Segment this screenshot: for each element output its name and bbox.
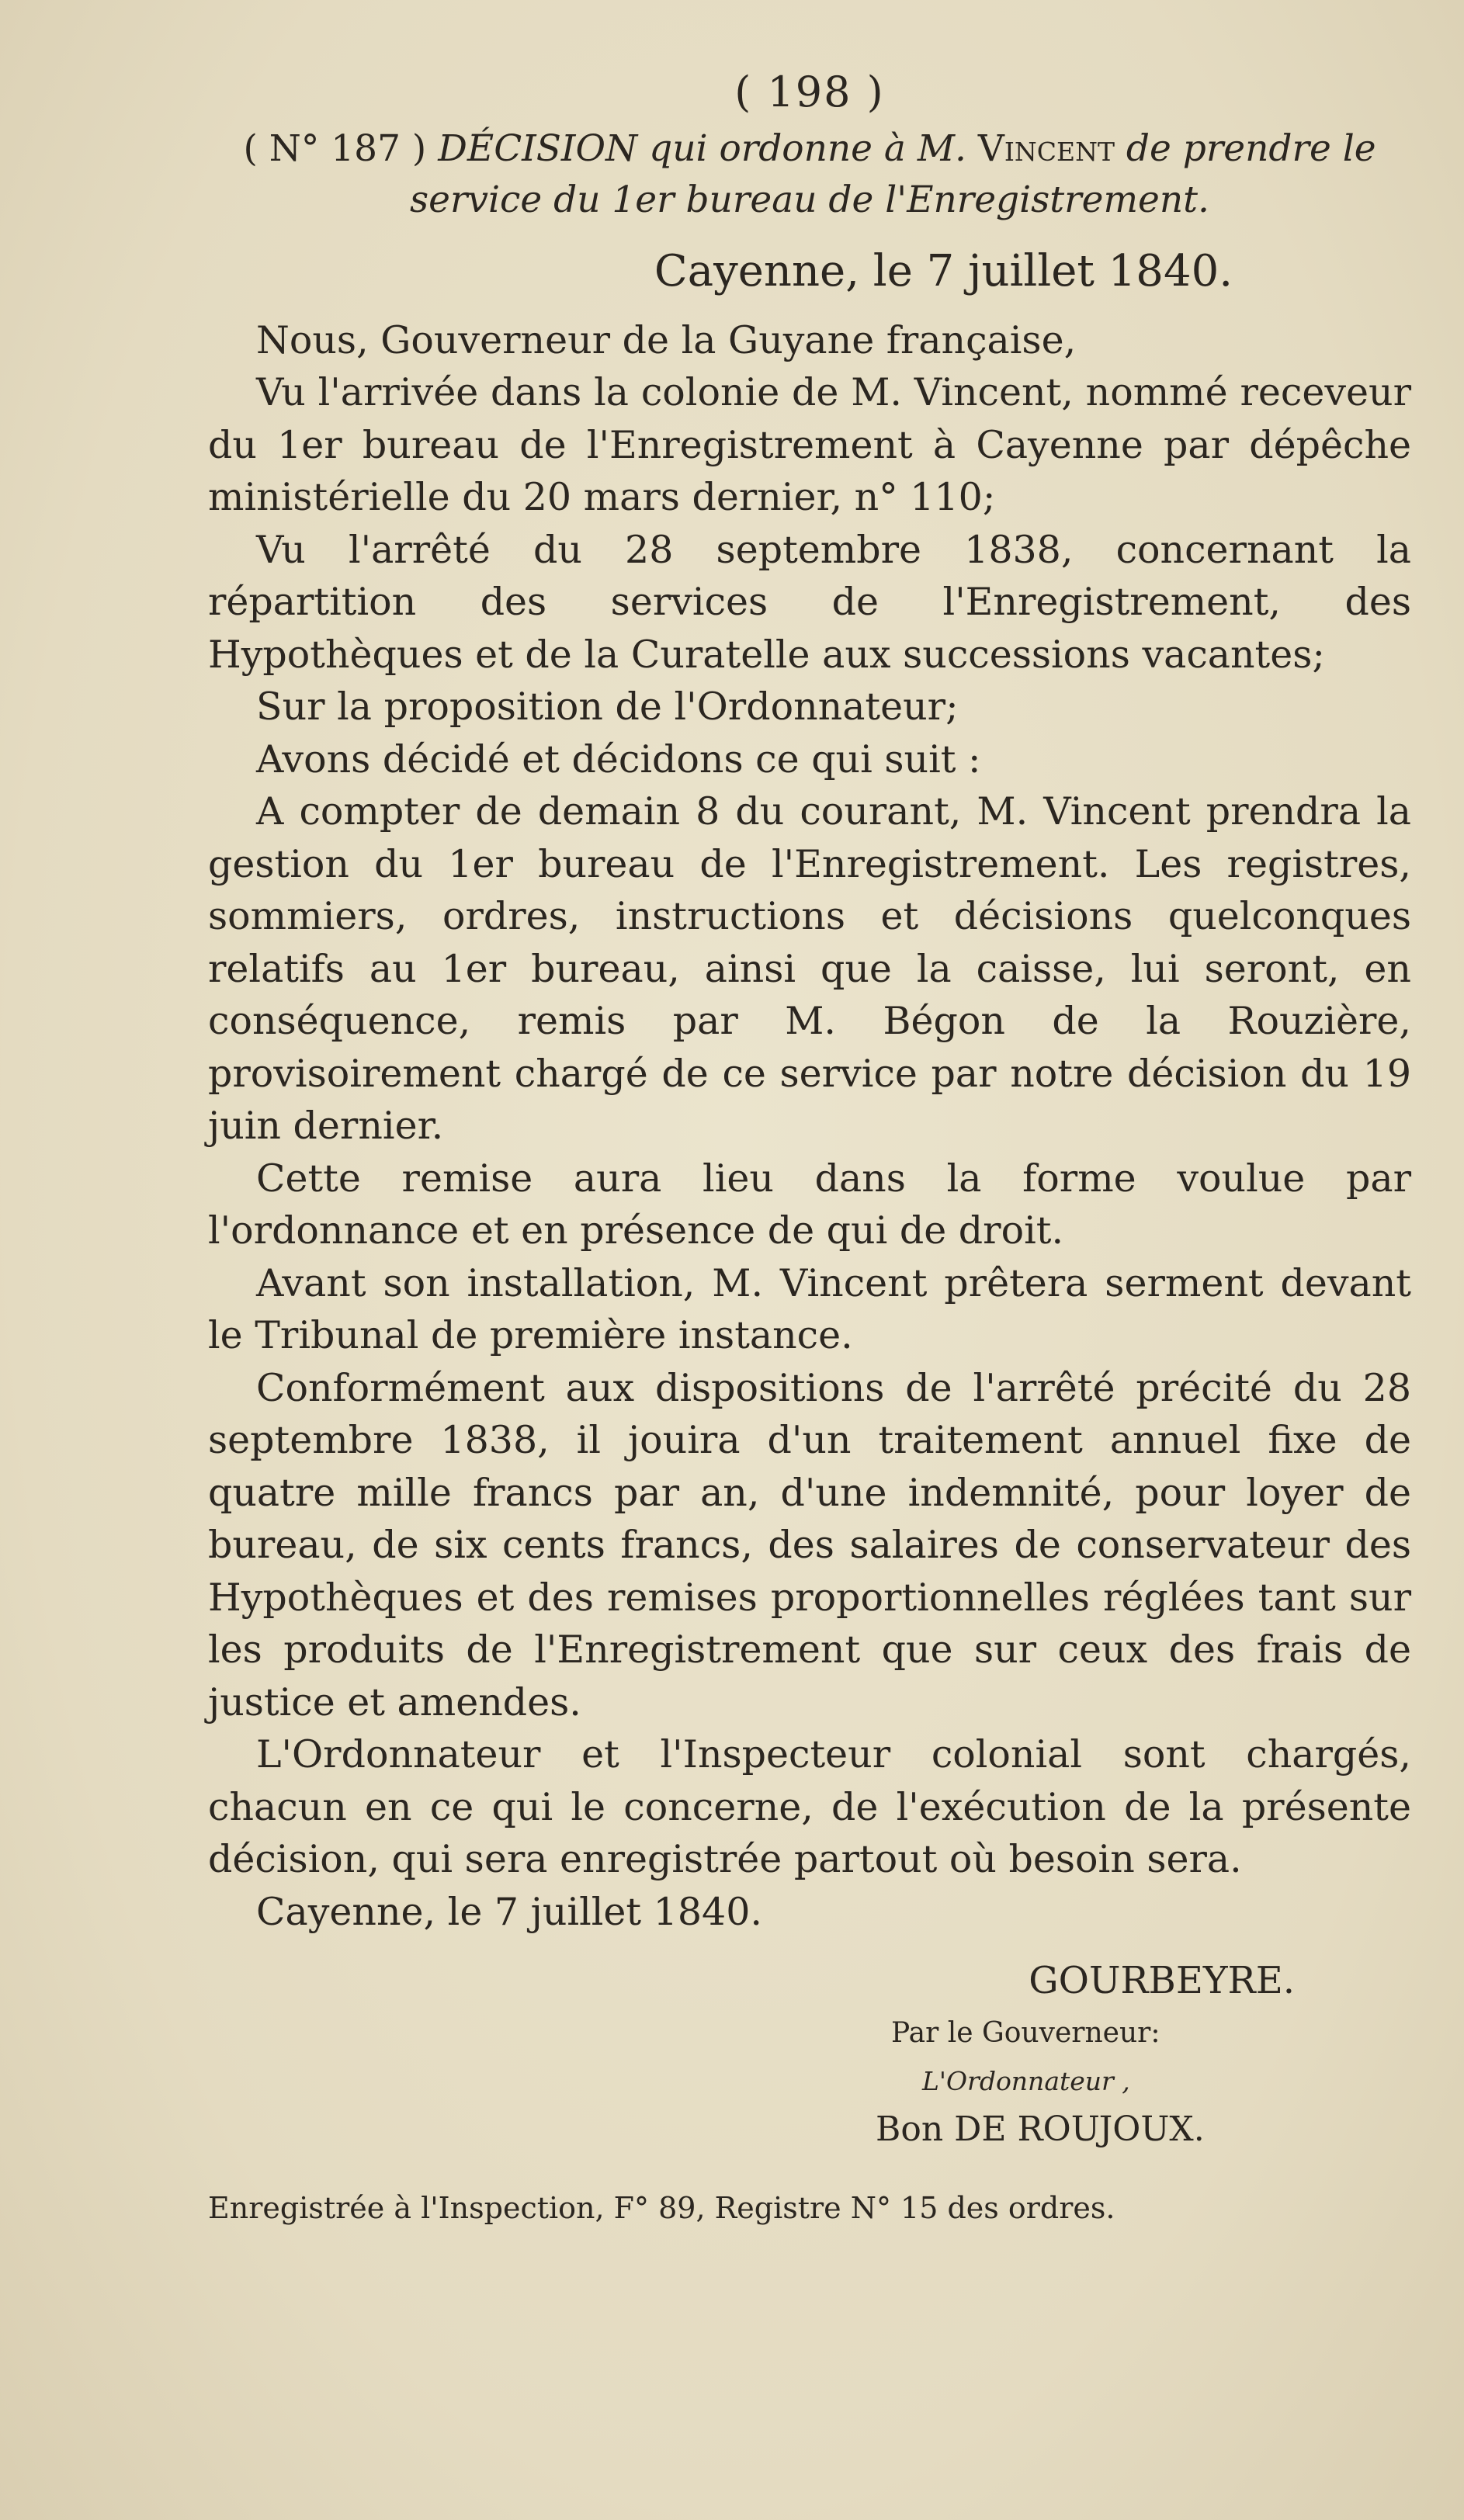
page-number: ( 198 ) <box>734 68 885 116</box>
paragraph-execution: L'Ordonnateur et l'Inspecteur colonial sont chargés, chacun en ce qui le concerne, de l'exécution de la présente décision, qui sera enregistrée partout où besoin sera. <box>208 1732 1411 1881</box>
countersign-block <box>876 2009 1411 2154</box>
paragraph-remise: Cette remise aura lieu dans la forme voulue par l'ordonnance et en présence de qui de droit. <box>208 1156 1411 1253</box>
paragraph-vu-arrivee: Vu l'arrivée dans la colonie de M. Vincent, nommé receveur du 1er bureau de l'Enregistrement à Cayenne par dépêche ministérielle du 20 mars dernier, n° 110; <box>208 370 1411 519</box>
paragraph-proposition: Sur la proposition de l'Ordonnateur; <box>256 685 959 729</box>
decision-number: ( N° 187 ) <box>243 127 427 170</box>
paragraph-gestion: A compter de demain 8 du courant, M. Vincent prendra la gestion du 1er bureau de l'Enregistrement. Les registres, sommiers, ordres, instructions et décisions quelconques relatifs au 1er bureau, ainsi que la caisse, lui seront, en conséquence, remis par M. Bégon de la Rouzière, provisoirement chargé de ce service par notre décision du 19 juin dernier. <box>208 789 1411 1148</box>
decision-title-tail: de prendre le service du 1er bureau de l'Enregistrement. <box>410 127 1376 221</box>
paragraph-preamble: Nous, Gouverneur de la Guyane française, <box>256 317 1077 362</box>
paragraph-avons-decide: Avons décidé et décidons ce qui suit : <box>256 737 981 782</box>
paragraph-closing-date: Cayenne, le 7 juillet 1840. <box>256 1889 762 1934</box>
decision-title-name: Vincent <box>977 127 1115 170</box>
countersign-line-2: L'Ordonnateur , <box>922 2066 1130 2096</box>
countersign-line-1: Par le Gouverneur: <box>891 2017 1160 2049</box>
decision-heading: DÉCISION <box>438 127 638 170</box>
decision-title-rest: qui ordonne à M. <box>649 127 966 170</box>
governor-signature: GOURBEYRE. <box>1029 1959 1295 2002</box>
text-column <box>208 66 1411 2231</box>
paragraph-traitement: Conformément aux dispositions de l'arrêté précité du 28 septembre 1838, il jouira d'un traitement annuel fixe de quatre mille francs par an, d'une indemnité, pour loyer de bureau, de six cents francs, des salaires de conservateur des Hypothèques et des remises proportionnelles réglées tant sur les produits de l'Enregistrement que sur ceux des frais de justice et amendes. <box>208 1365 1411 1724</box>
countersign-line-3: Bon DE ROUJOUX. <box>876 2109 1205 2149</box>
decision-title <box>208 123 1411 226</box>
paragraph-serment: Avant son installation, M. Vincent prêtera serment devant le Tribunal de première instance. <box>208 1260 1411 1357</box>
place-date: Cayenne, le 7 juillet 1840. <box>654 245 1233 296</box>
registration-note: Enregistrée à l'Inspection, F° 89, Registre N° 15 des ordres. <box>208 2191 1115 2225</box>
paragraph-vu-arrete: Vu l'arrêté du 28 septembre 1838, concernant la répartition des services de l'Enregistrement, des Hypothèques et de la Curatelle aux successions vacantes; <box>208 527 1411 677</box>
